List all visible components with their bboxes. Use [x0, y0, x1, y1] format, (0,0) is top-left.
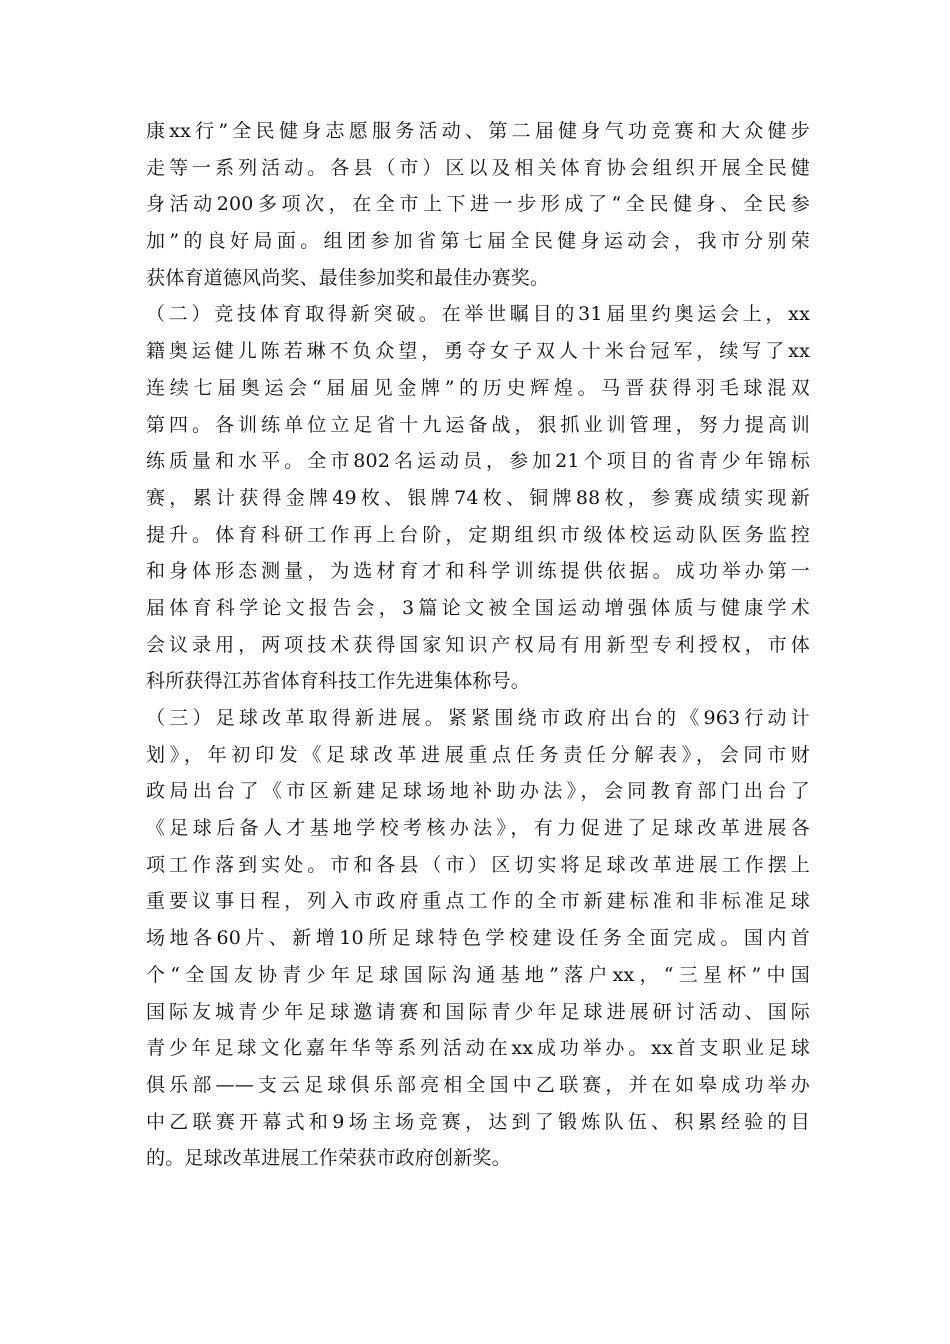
text-line: 第四。各训练单位立足省十九运备战，狠抓业训管理，努力提高训	[146, 413, 810, 436]
text-line: 赛，累计获得金牌49枚、银牌74枚、铜牌88枚，参赛成绩实现新	[146, 486, 810, 509]
text-line: 连续七届奥运会“届届见金牌”的历史辉煌。马晋获得羽毛球混双	[146, 376, 810, 399]
paragraph	[146, 296, 810, 700]
text-line: 俱乐部——支云足球俱乐部亮相全国中乙联赛，并在如皋成功举办	[146, 1073, 810, 1096]
text-line: 科所获得江苏省体育科技工作先进集体称号。	[146, 670, 531, 693]
paragraph	[146, 700, 810, 1177]
text-line: 项工作落到实处。市和各县（市）区切实将足球改革进展工作摆上	[146, 853, 810, 876]
text-line: 个“全国友协青少年足球国际沟通基地”落户xx，“三星杯”中国	[146, 963, 810, 986]
text-line: 获体育道德风尚奖、最佳参加奖和最佳办赛奖。	[146, 266, 550, 289]
body-text	[146, 113, 810, 1177]
text-line: 提升。体育科研工作再上台阶，定期组织市级体校运动队医务监控	[146, 523, 810, 546]
text-line: 和身体形态测量，为选材育才和科学训练提供依据。成功举办第一	[146, 560, 810, 583]
text-line: 籍奥运健儿陈若琳不负众望，勇夺女子双人十米台冠军，续写了xx	[146, 340, 810, 363]
text-line: 会议录用，两项技术获得国家知识产权局有用新型专利授权，市体	[146, 633, 810, 656]
text-line: 国际友城青少年足球邀请赛和国际青少年足球进展研讨活动、国际	[146, 1000, 810, 1023]
text-line: （二）竞技体育取得新突破。在举世瞩目的31届里约奥运会上，xx	[146, 303, 810, 326]
text-line: 加”的良好局面。组团参加省第七届全民健身运动会，我市分别荣	[146, 230, 810, 253]
text-line: 划》，年初印发《足球改革进展重点任务责任分解表》，会同市财	[146, 743, 810, 766]
text-line: 练质量和水平。全市802名运动员，参加21个项目的省青少年锦标	[146, 450, 810, 473]
text-line: 青少年足球文化嘉年华等系列活动在xx成功举办。xx首支职业足球	[146, 1037, 810, 1060]
text-line: 走等一系列活动。各县（市）区以及相关体育协会组织开展全民健	[146, 156, 810, 179]
text-line: 《足球后备人才基地学校考核办法》，有力促进了足球改革进展各	[146, 817, 810, 840]
text-line: 康xx行”全民健身志愿服务活动、第二届健身气功竞赛和大众健步	[146, 120, 810, 142]
text-line: （三）足球改革取得新进展。紧紧围绕市政府出台的《963行动计	[146, 707, 810, 729]
text-line: 中乙联赛开幕式和9场主场竞赛，达到了锻炼队伍、积累经验的目	[146, 1110, 810, 1133]
text-line: 届体育科学论文报告会，3篇论文被全国运动增强体质与健康学术	[146, 596, 810, 619]
text-line: 重要议事日程，列入市政府重点工作的全市新建标准和非标准足球	[146, 890, 810, 913]
text-line: 身活动200多项次，在全市上下进一步形成了“全民健身、全民参	[146, 193, 810, 216]
paragraph	[146, 113, 810, 296]
text-line: 的。足球改革进展工作荣获市政府创新奖。	[146, 1147, 511, 1170]
text-line: 政局出台了《市区新建足球场地补助办法》，会同教育部门出台了	[146, 780, 810, 803]
text-line: 场地各60片、新增10所足球特色学校建设任务全面完成。国内首	[146, 927, 810, 950]
